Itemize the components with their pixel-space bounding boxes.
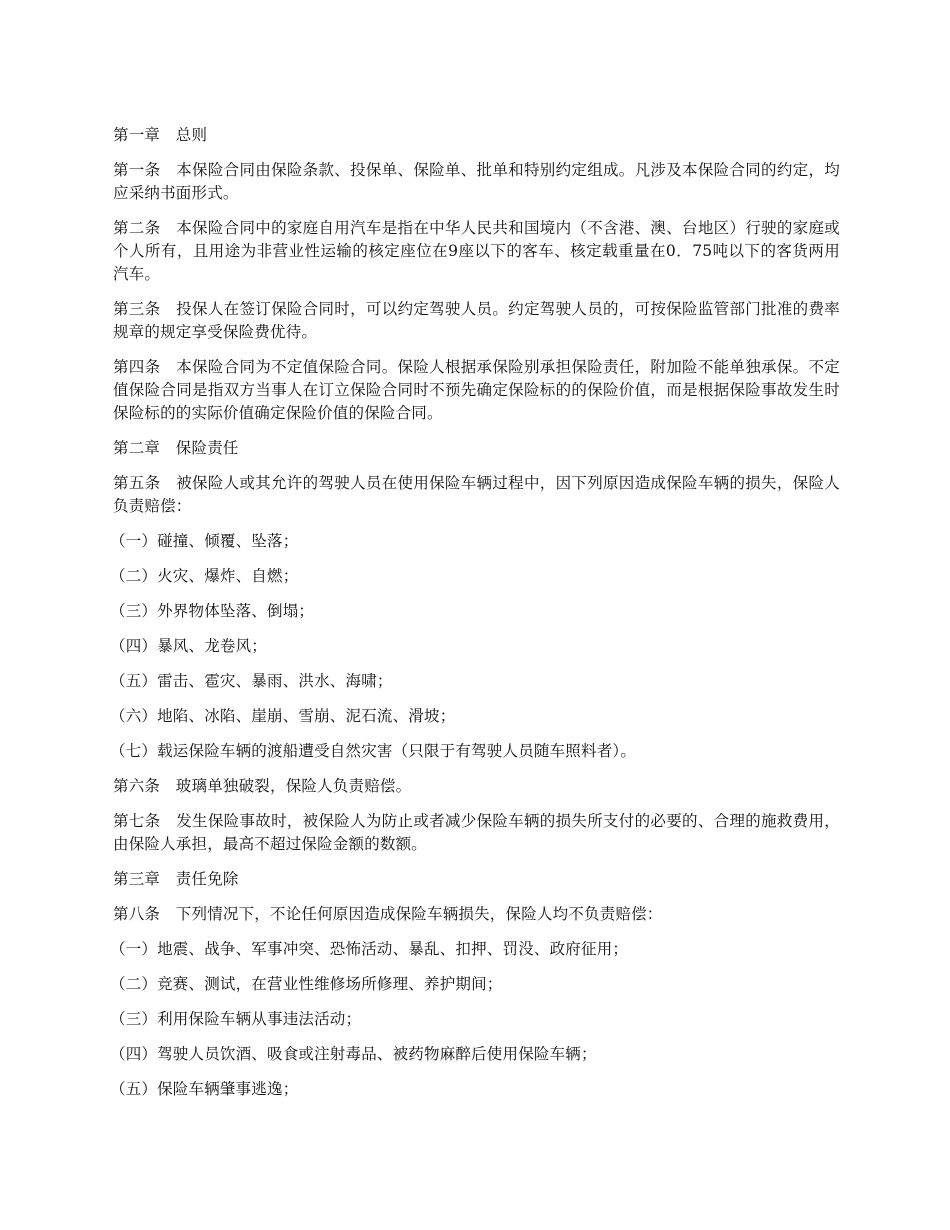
chapter-heading: 第二章 保险责任	[113, 439, 239, 457]
chapter-heading: 第三章 责任免除	[113, 870, 239, 888]
list-item: （五）雷击、雹灾、暴雨、洪水、海啸；	[110, 672, 393, 690]
clause-paragraph: 第七条 发生保险事故时，被保险人为防止或者减少保险车辆的损失所支付的必要的、合理的施救费用，由保险人承担，最高不超过保险金额的数额。	[113, 812, 840, 853]
list-item: （一）地震、战争、军事冲突、恐怖活动、暴乱、扣押、罚没、政府征用；	[110, 940, 629, 958]
list-item: （四）暴风、龙卷风；	[110, 637, 268, 655]
list-item: （三）利用保险车辆从事违法活动；	[110, 1010, 362, 1028]
clause-paragraph: 第八条 下列情况下，不论任何原因造成保险车辆损失，保险人均不负责赔偿：	[113, 905, 663, 923]
clause-paragraph: 第三条 投保人在签订保险合同时，可以约定驾驶人员。约定驾驶人员的，可按保险监管部门批准的费率规章的规定享受保险费优待。	[113, 300, 840, 341]
chapter-heading: 第一章 总则	[113, 126, 208, 144]
list-item: （五）保险车辆肇事逃逸；	[110, 1080, 299, 1098]
list-item: （二）竞赛、测试，在营业性维修场所修理、养护期间；	[110, 975, 503, 993]
clause-paragraph: 第五条 被保险人或其允许的驾驶人员在使用保险车辆过程中，因下列原因造成保险车辆的损失，保险人负责赔偿：	[113, 474, 840, 515]
clause-paragraph: 第四条 本保险合同为不定值保险合同。保险人根据承保险别承担保险责任，附加险不能单独承保。不定值保险合同是指双方当事人在订立保险合同时不预先确定保险标的的保险价值，而是根据保险事故发生时保险标的的实际价值确定保险价值的保险合同。	[113, 358, 840, 422]
document-body	[110, 124, 840, 1113]
list-item: （六）地陷、冰陷、崖崩、雪崩、泥石流、滑坡；	[110, 707, 456, 725]
list-item: （三）外界物体坠落、倒塌；	[110, 602, 315, 620]
list-item: （七）载运保险车辆的渡船遭受自然灾害（只限于有驾驶人员随车照料者）。	[110, 742, 637, 760]
clause-paragraph: 第六条 玻璃单独破裂，保险人负责赔偿。	[113, 777, 412, 795]
clause-paragraph: 第二条 本保险合同中的家庭自用汽车是指在中华人民共和国境内（不含港、澳、台地区）行驶的家庭或个人所有，且用途为非营业性运输的核定座位在9座以下的客车、核定载重量在0．75吨以下的客货两用汽车。	[113, 219, 840, 283]
list-item: （四）驾驶人员饮酒、吸食或注射毒品、被药物麻醉后使用保险车辆；	[110, 1045, 597, 1063]
list-item: （二）火灾、爆炸、自燃；	[110, 567, 299, 585]
list-item: （一）碰撞、倾覆、坠落；	[110, 532, 299, 550]
clause-paragraph: 第一条 本保险合同由保险条款、投保单、保险单、批单和特别约定组成。凡涉及本保险合同的约定，均应采纳书面形式。	[113, 161, 840, 202]
